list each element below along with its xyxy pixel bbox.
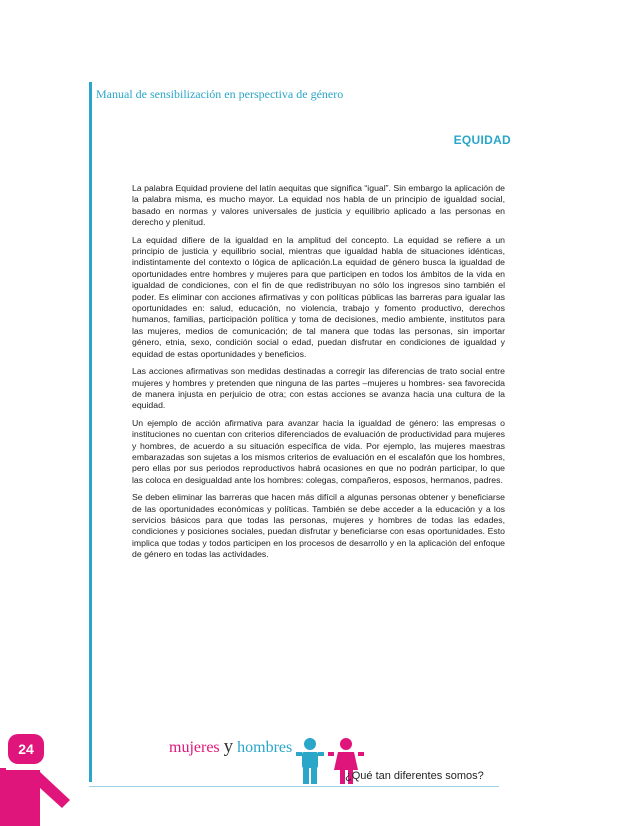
paragraph: Se deben eliminar las barreras que hacen más difícil a algunas personas obtener y beneficiarse de las oportunidades económicas y políticas. También se debe acceder a la educación y a los servicios básicos para que todas las personas, mujeres y hombres de todas las edades, condiciones y posiciones sociales, puedan disfrutar y beneficiarse con esas oportunidades. Esto implica que todas y todos participen en los procesos de desarrollo y en la aplicación del enfoque de género en todas las actividades.: [132, 492, 505, 560]
brand-word-hombres: hombres: [237, 739, 293, 756]
corner-person-icon: [0, 760, 80, 826]
page-number: 24: [8, 734, 44, 764]
paragraph: Un ejemplo de acción afirmativa para avanzar hacia la igualdad de género: las empresas o instituciones no cuentan con criterios diferenciados de evaluación de productividad para mujeres y hombres, de acuerdo a su situación específica de vida. Por ejemplo, las mujeres maestras embarazadas son sujetas a los mismos criterios de evaluación en el escalafón que los hombres, pero ellas por sus periodos reproductivos habrá ocasiones en que no podrán participar, lo que las coloca en desigualdad ante los hombres: colegas, compañeros, esposos, hermanos, padres.: [132, 417, 505, 485]
brand-logo: [169, 736, 292, 758]
brand-word-mujeres: mujeres: [169, 739, 220, 756]
paragraph: Las acciones afirmativas son medidas destinadas a corregir las diferencias de trato social entre mujeres y hombres y pretenden que ninguna de las partes –mujeres u hombres- sea favorecida de manera injusta en perjuicio de otra; con estas acciones se avanza hacia una cultura de la equidad.: [132, 366, 505, 411]
running-header: Manual de sensibilización en perspectiva de género: [96, 87, 344, 101]
paragraph: La equidad difiere de la igualdad en la amplitud del concepto. La equidad se refiere a un principio de justicia y equilibrio social, mientras que igualdad habla de situaciones idénticas, indistintamente del contexto o lógica de aplicación.La equidad de género busca la igualdad de oportunidades entre hombres y mujeres para que participen en todos los ámbitos de la vida en igualdad de condiciones, con el fin de que redistribuyan no sólo los ingresos sino también el poder. Es eliminar con acciones afirmativas y con políticas públicas las barreras para igualar las oportunidades en: salud, educación, no violencia, trabajo y fomento productivo, derechos humanos, familias, participación política y toma de decisiones, medio ambiente, institutos para las mujeres, medios de comunicación; de tal manera que todas las personas, sin importar género, etnia, sexo, condición social o edad, puedan disfrutar en condiciones de igualdad y equidad de estas oportunidades y beneficios.: [132, 234, 505, 359]
tagline: ¿Qué tan diferentes somos?: [345, 770, 484, 782]
section-title: EQUIDAD: [453, 133, 511, 147]
brand-word-y: y: [223, 736, 234, 757]
footer-rule: [89, 786, 499, 787]
margin-rule: [89, 82, 92, 782]
boy-icon: [296, 738, 324, 784]
paragraph: La palabra Equidad proviene del latín aequitas que significa “igual”. Sin embargo la aplicación de la palabra misma, es mucho mayor. La equidad nos habla de un principio de igualdad social, basado en normas y valores universales de justicia y equilibrio aplicado a las personas en derecho y plenitud.: [132, 183, 505, 228]
body-text: [132, 183, 505, 567]
